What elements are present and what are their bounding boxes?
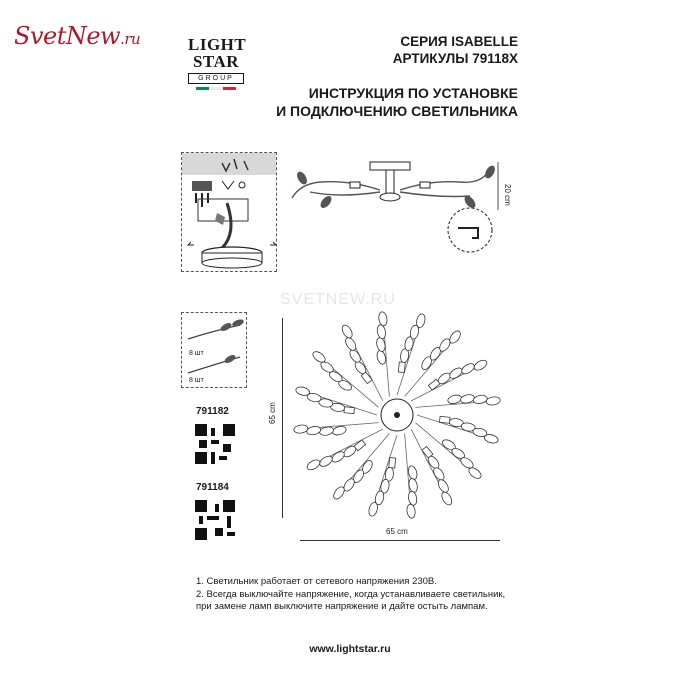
- top-view: [292, 310, 502, 525]
- note-3: при замене ламп выключите напряжение и дайте остыть лампам.: [196, 601, 488, 612]
- center-watermark: SVETNEW.RU: [280, 291, 396, 308]
- italy-flag-icon: [196, 87, 236, 90]
- instruction-title: ИНСТРУКЦИЯ ПО УСТАНОВКЕ И ПОДКЛЮЧЕНИЮ СВЕТИЛЬНИКА: [276, 85, 518, 119]
- notes: [196, 576, 505, 614]
- width-dimension-line: [300, 540, 500, 541]
- brand-line3: GROUP: [188, 73, 244, 84]
- note-1: 1. Светильник работает от сетевого напряжения 230В.: [196, 576, 437, 587]
- side-view: [290, 150, 510, 273]
- brand-line2: STAR: [192, 52, 240, 71]
- qr-code-2-icon: [195, 500, 235, 545]
- website-link[interactable]: www.lightstar.ru: [309, 643, 391, 655]
- note-2: 2. Всегда выключайте напряжение, когда устанавливаете светильник,: [196, 588, 506, 600]
- svetnew-logo: SvetNew.ru: [14, 22, 141, 50]
- top-height-label: 65 cm: [268, 402, 277, 424]
- part-qty-1: 8 шт: [189, 350, 204, 357]
- top-width-label: 65 cm: [386, 527, 408, 536]
- mounting-steps-icon: [182, 153, 276, 271]
- qr-code-1-icon: [195, 424, 235, 469]
- article-code-2: 791184: [196, 482, 229, 493]
- series-header: [393, 33, 518, 67]
- installation-diagram: [181, 152, 277, 272]
- top-view-drawing: [292, 310, 502, 520]
- series-title: СЕРИЯ ISABELLE: [400, 34, 518, 49]
- height-dimension-line: [282, 318, 283, 518]
- brand-line1: LIGHT: [188, 35, 247, 54]
- part-qty-2: 8 шт: [189, 377, 204, 384]
- side-height-label: 20 cm: [503, 184, 512, 206]
- side-view-drawing: [290, 150, 510, 268]
- article-code-1: 791182: [196, 406, 229, 417]
- lightstar-logo: [188, 35, 247, 90]
- articles-title: АРТИКУЛЫ 79118X: [392, 51, 518, 66]
